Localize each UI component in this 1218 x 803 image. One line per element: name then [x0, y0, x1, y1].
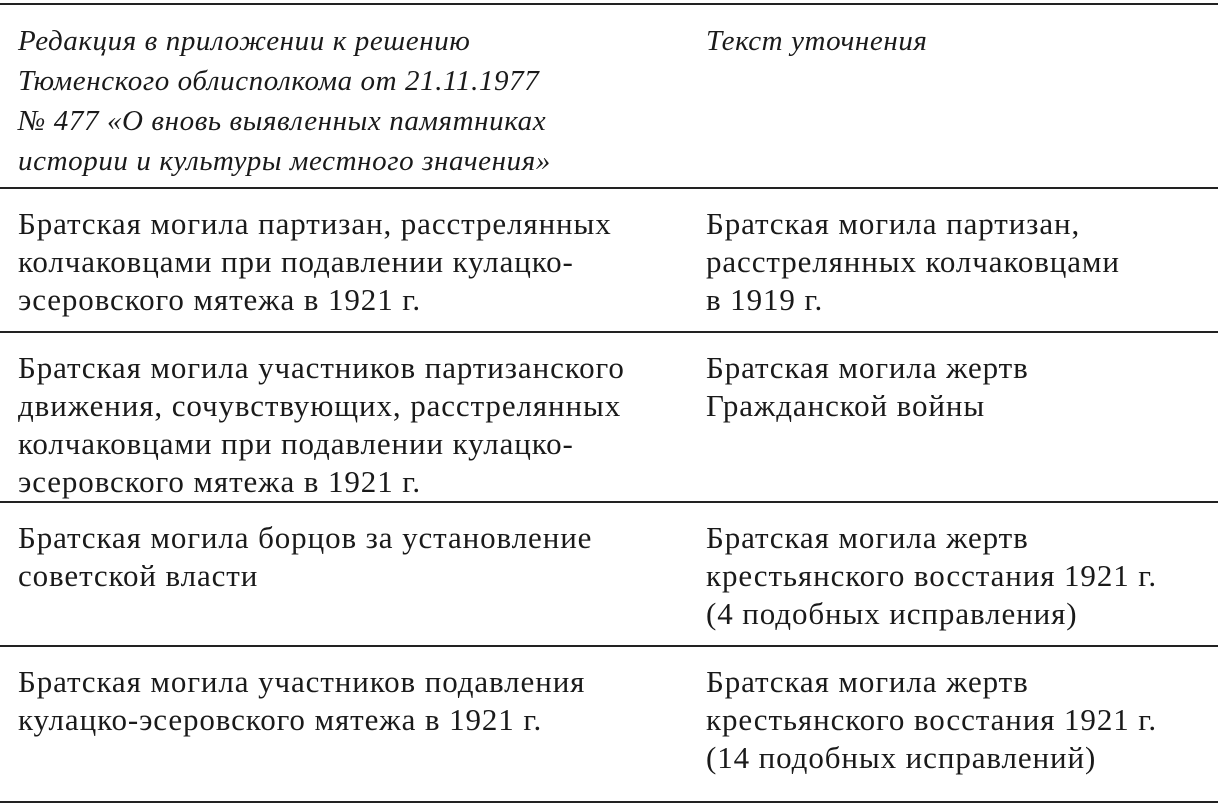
cell-original: Братская могила участников партизанского движения, сочувствующих, расстрелянных колчаковцами при подавлении кулацко- эсеровского мятежа в 1921 г. [18, 350, 625, 499]
table-row [0, 502, 1218, 646]
header-clarification-text: Текст уточнения [706, 25, 928, 57]
table-row [0, 188, 1218, 332]
cell-original: Братская могила борцов за установление советской власти [18, 520, 593, 593]
cell-original: Братская могила участников подавления кулацко-эсеровского мятежа в 1921 г. [18, 664, 586, 737]
cell-clarification: Братская могила жертв крестьянского восстания 1921 г. (14 подобных исправлений) [706, 664, 1158, 775]
table-row [0, 646, 1218, 802]
header-original-edition: Редакция в приложении к решению Тюменского облисполкома от 21.11.1977 № 477 «О вновь выявленных памятниках истории и культуры местного значения» [18, 25, 551, 177]
comparison-table [0, 3, 1218, 803]
table-row [0, 332, 1218, 502]
cell-clarification: Братская могила жертв крестьянского восстания 1921 г. (4 подобных исправления) [706, 520, 1158, 631]
cell-clarification: Братская могила жертв Гражданской войны [706, 350, 1029, 423]
cell-clarification: Братская могила партизан, расстрелянных колчаковцами в 1919 г. [706, 206, 1120, 317]
table-header-row [0, 4, 1218, 188]
cell-original: Братская могила партизан, расстрелянных колчаковцами при подавлении кулацко- эсеровского мятежа в 1921 г. [18, 206, 612, 317]
